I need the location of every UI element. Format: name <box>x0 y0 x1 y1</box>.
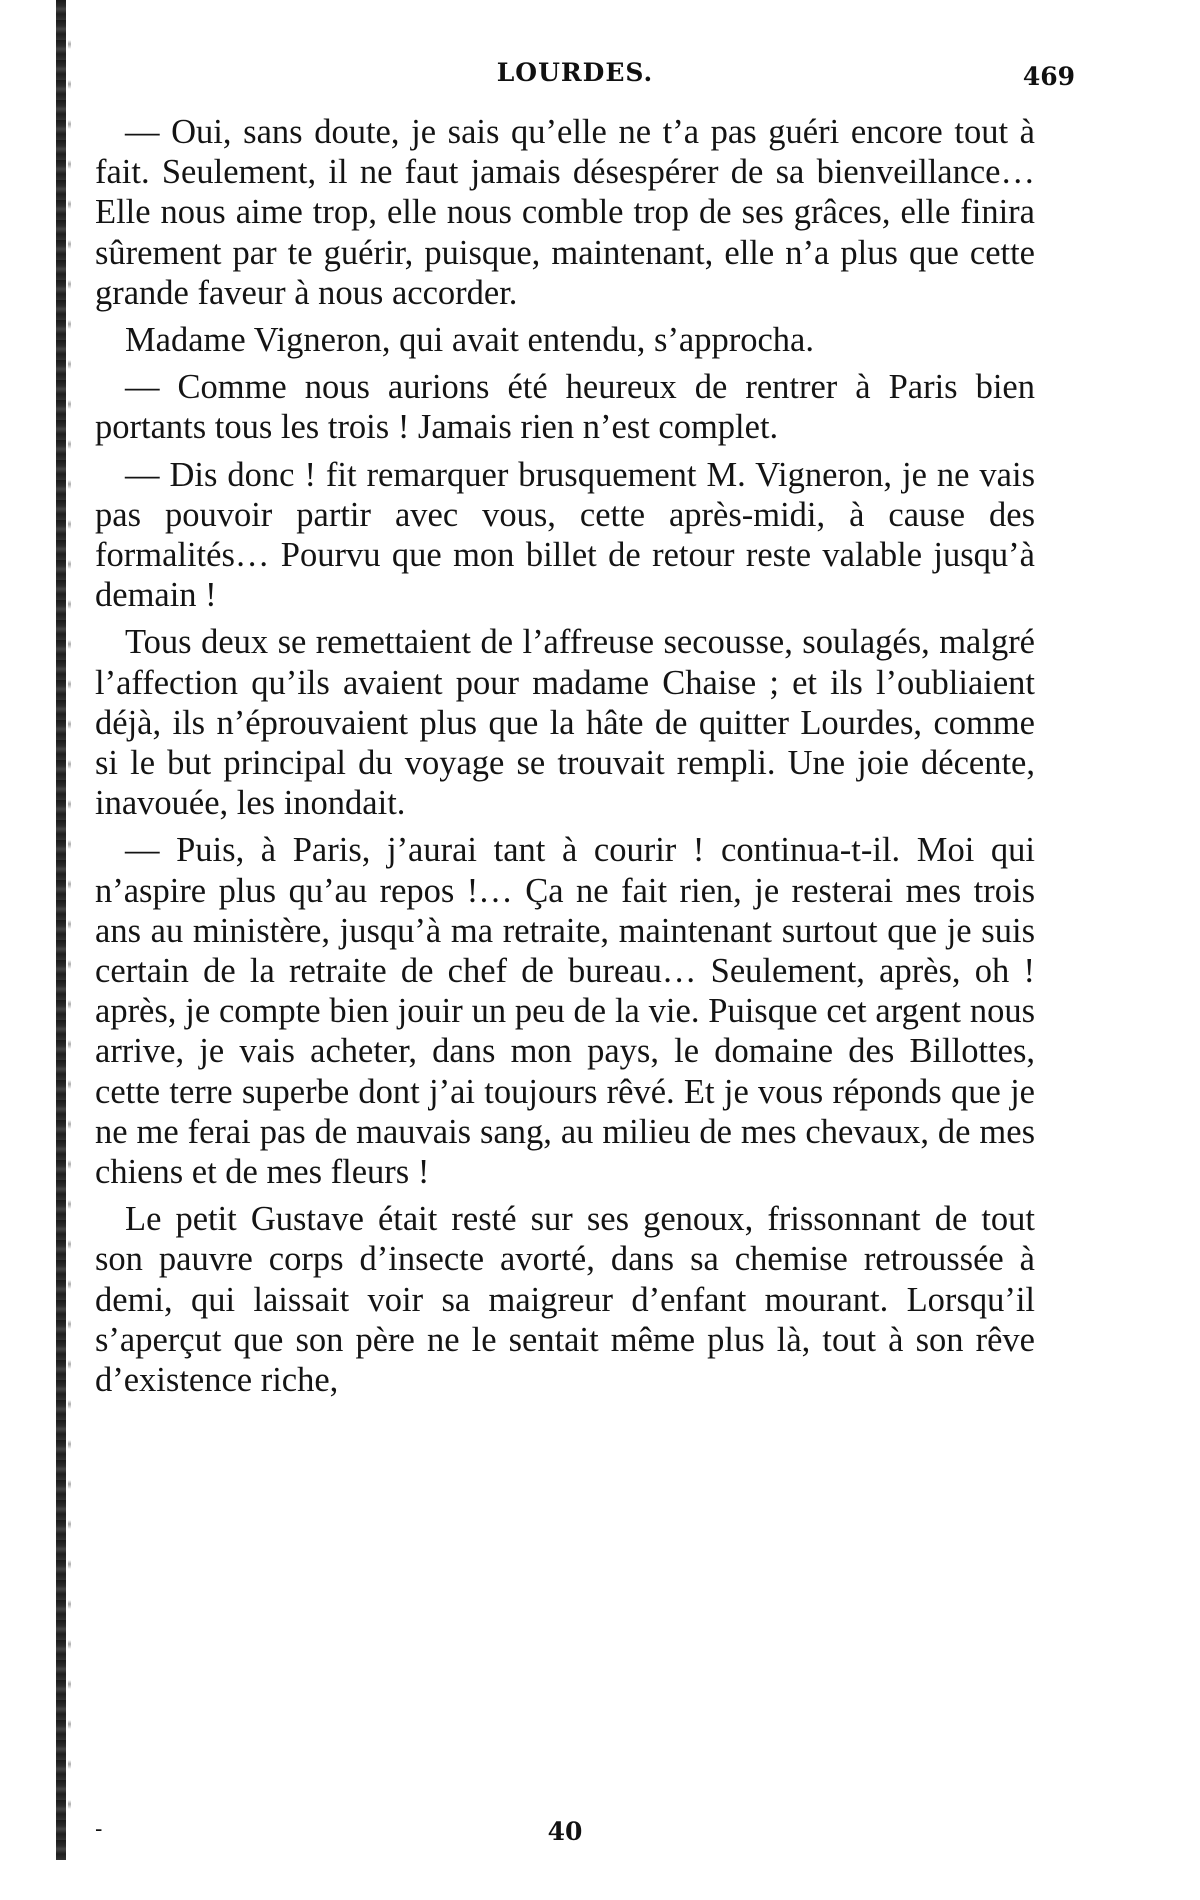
footer <box>95 1817 1035 1857</box>
paragraph-2: Madame Vigneron, qui avait entendu, s’approcha. <box>125 321 814 360</box>
paragraph-6: — Puis, à Paris, j’aurai tant à courir ! continua-t-il. Moi qui n’aspire plus qu’au repos !… Ça ne fait rien, je resterai mes trois ans au ministère, jusqu’à ma retraite, maintenant surtout que je suis certain de la retraite de chef de bureau… Seulement, après, oh ! après, je compte bien jouir un peu de la vie. Puisque cet argent nous arrive, je vais acheter, dans mon pays, le domaine des Billottes, cette terre superbe dont j’ai toujours rêvé. Et je vous réponds que je ne me ferai pas de mauvais sang, au milieu de mes chevaux, de mes chiens et de mes fleurs ! <box>95 831 1035 1192</box>
running-header-title: LOURDES. <box>496 58 654 87</box>
paragraph-4: — Dis donc ! fit remarquer brusquement M. Vigneron, je ne vais pas pouvoir partir avec vous, cette après-midi, à cause des formalités… Pourvu que mon billet de retour reste valable jusqu’à demain ! <box>95 455 1035 615</box>
paragraph-3: — Comme nous aurions été heureux de rentrer à Paris bien portants tous les trois ! Jamais rien n’est complet. <box>95 368 1035 447</box>
paragraph-7: Le petit Gustave était resté sur ses genoux, frissonnant de tout son pauvre corps d’insecte avorté, dans sa chemise retroussée à demi, qui laissait voir sa maigreur d’enfant mourant. Lorsqu’il s’aperçut que son père ne le sentait même plus là, tout à son rêve d’existence riche, <box>95 1200 1035 1400</box>
binding-texture <box>68 40 71 1840</box>
binding-shadow <box>56 0 66 1860</box>
paragraph-1: — Oui, sans doute, je sais qu’elle ne t’a pas guéri encore tout à fait. Seulement, il ne faut jamais désespérer de sa bienveillance… Elle nous aime trop, elle nous comble trop de ses grâces, elle finira sûrement par te guérir, puisque, maintenant, elle n’a plus que cette grande faveur à nous accorder. <box>95 113 1035 312</box>
footer-dash: - <box>95 1817 103 1842</box>
page-number: 469 <box>1022 62 1075 91</box>
body-text <box>95 112 1035 1407</box>
running-header <box>95 58 1075 98</box>
paragraph-5: Tous deux se remettaient de l’affreuse secousse, soulagés, malgré l’affection qu’ils avaient pour madame Chaise ; et ils l’oubliaient déjà, ils n’éprouvaient plus que la hâte de quitter Lourdes, comme si le but principal du voyage se trouvait rempli. Une joie décente, inavouée, les inondait. <box>95 623 1035 823</box>
signature-mark: 40 <box>547 1817 583 1846</box>
